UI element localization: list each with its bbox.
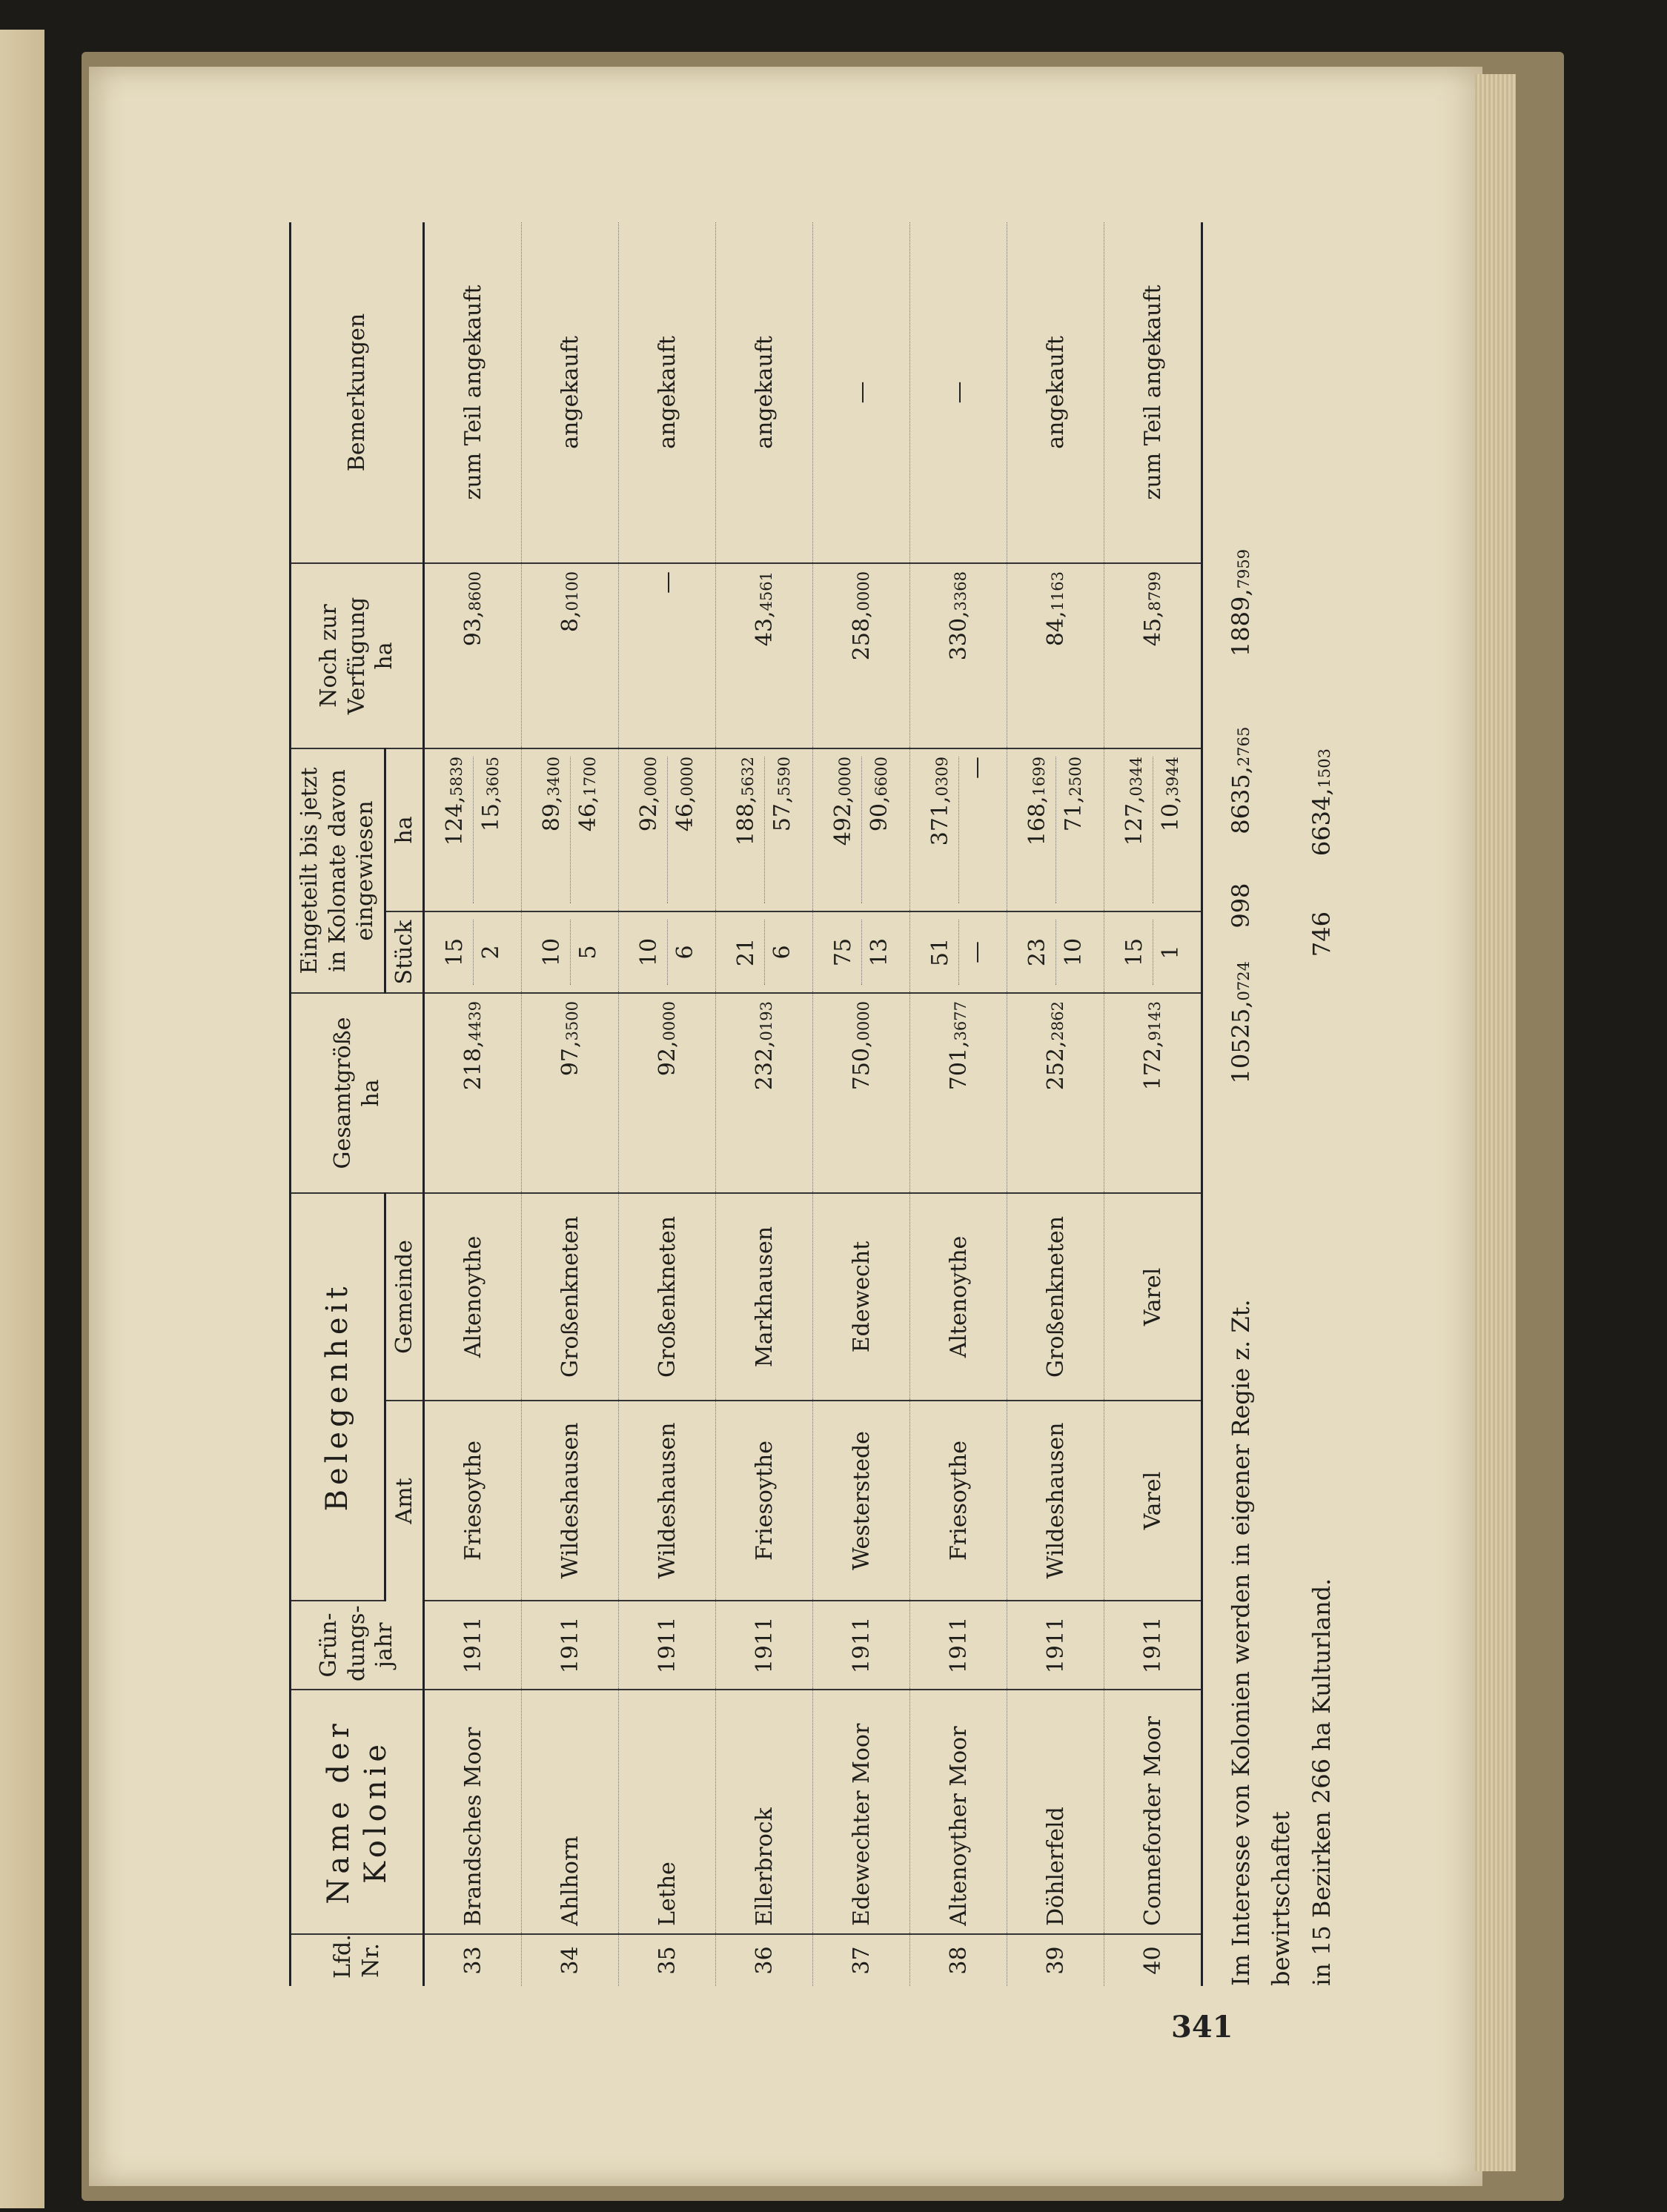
cell-nr: 40	[1104, 1934, 1202, 1986]
cell-count: 10 5	[522, 911, 619, 993]
cell-name: Brandsches Moor	[424, 1690, 522, 1934]
cell-total: 701,3677	[910, 993, 1007, 1193]
cell-remark: angekauft	[716, 222, 813, 563]
cell-year: 1911	[522, 1601, 619, 1690]
cell-remark: angekauft	[1007, 222, 1104, 563]
cell-year: 1911	[1007, 1601, 1104, 1690]
cell-remark: —	[813, 222, 910, 563]
cell-area: 89,3400 46,1700	[522, 748, 619, 911]
rotated-table-area	[289, 222, 1364, 1986]
cell-count: 15 2	[424, 911, 522, 993]
footer-text-1: Im Interesse von Kolonien werden in eigener Regie z. Zt. bewirtschaftet	[1227, 1299, 1296, 1986]
cell-amt: Friesoythe	[910, 1401, 1007, 1601]
header-available: Noch zur Verfügung ha	[291, 563, 424, 748]
cell-area: 371,0309 —	[910, 748, 1007, 911]
cell-available: —	[619, 563, 716, 748]
cell-remark: zum Teil angekauft	[424, 222, 522, 563]
cell-count: 15 1	[1104, 911, 1202, 993]
cell-nr: 38	[910, 1934, 1007, 1986]
cell-gemeinde: Varel	[1104, 1193, 1202, 1401]
table-row	[716, 222, 813, 1986]
cell-year: 1911	[1104, 1601, 1202, 1690]
header-name: Name der Kolonie	[291, 1690, 424, 1934]
cell-remark: angekauft	[619, 222, 716, 563]
cell-available: 258,0000	[813, 563, 910, 748]
cell-gemeinde: Großenkneten	[1007, 1193, 1104, 1401]
table-row	[424, 222, 522, 1986]
table-row	[1104, 222, 1202, 1986]
cell-name: Döhlerfeld	[1007, 1690, 1104, 1934]
cell-total: 97,3500	[522, 993, 619, 1193]
footer-count-1: 998	[1227, 883, 1255, 929]
cell-remark: zum Teil angekauft	[1104, 222, 1202, 563]
cell-amt: Wildeshausen	[522, 1401, 619, 1601]
cell-gemeinde: Großenkneten	[522, 1193, 619, 1401]
cell-area: 168,1699 71,2500	[1007, 748, 1104, 911]
header-location: Belegenheit	[291, 1193, 385, 1601]
cell-area: 92,0000 46,0000	[619, 748, 716, 911]
cell-total: 232,0193	[716, 993, 813, 1193]
cell-nr: 36	[716, 1934, 813, 1986]
cell-name: Conneforder Moor	[1104, 1690, 1202, 1934]
cell-gemeinde: Edewecht	[813, 1193, 910, 1401]
cell-count: 21 6	[716, 911, 813, 993]
cell-total: 252,2862	[1007, 993, 1104, 1193]
cell-nr: 35	[619, 1934, 716, 1986]
cell-amt: Friesoythe	[424, 1401, 522, 1601]
cell-remark: —	[910, 222, 1007, 563]
cell-total: 172,9143	[1104, 993, 1202, 1193]
table-row	[813, 222, 910, 1986]
cell-amt: Wildeshausen	[1007, 1401, 1104, 1601]
cell-available: 93,8600	[424, 563, 522, 748]
footer-available: 1889,7959	[1227, 549, 1255, 657]
header-total: Gesamtgröße ha	[291, 993, 424, 1193]
table-row	[910, 222, 1007, 1986]
header-assigned-area: ha	[385, 748, 424, 911]
cell-area: 492,0000 90,6600	[813, 748, 910, 911]
header-assigned-count: Stück	[385, 911, 424, 993]
cell-total: 218,4439	[424, 993, 522, 1193]
header-gemeinde: Gemeinde	[385, 1193, 424, 1401]
cell-area: 127,0344 10,3944	[1104, 748, 1202, 911]
cell-gemeinde: Markhausen	[716, 1193, 813, 1401]
cell-year: 1911	[813, 1601, 910, 1690]
cell-amt: Friesoythe	[716, 1401, 813, 1601]
cell-gemeinde: Großenkneten	[619, 1193, 716, 1401]
footer-count-2: 746	[1307, 911, 1336, 957]
footer-text-2: in 15 Bezirken 266 ha Kulturland.	[1307, 1578, 1336, 1986]
cell-amt: Westerstede	[813, 1401, 910, 1601]
footer-total: 10525,0724	[1227, 961, 1255, 1084]
cell-gemeinde: Altenoythe	[424, 1193, 522, 1401]
cell-name: Lethe	[619, 1690, 716, 1934]
cell-count: 10 6	[619, 911, 716, 993]
table-footer	[1221, 222, 1342, 1986]
cell-year: 1911	[619, 1601, 716, 1690]
cell-gemeinde: Altenoythe	[910, 1193, 1007, 1401]
cell-total: 92,0000	[619, 993, 716, 1193]
cell-available: 8,0100	[522, 563, 619, 748]
cell-amt: Varel	[1104, 1401, 1202, 1601]
cell-name: Ellerbrock	[716, 1690, 813, 1934]
cell-nr: 37	[813, 1934, 910, 1986]
cell-available: 43,4561	[716, 563, 813, 748]
table-body	[424, 222, 1202, 1986]
cell-nr: 34	[522, 1934, 619, 1986]
cell-name: Edewechter Moor	[813, 1690, 910, 1934]
footer-area-1: 8635,2765	[1227, 726, 1255, 834]
cell-area: 124,5839 15,3605	[424, 748, 522, 911]
cell-year: 1911	[716, 1601, 813, 1690]
cell-name: Ahlhorn	[522, 1690, 619, 1934]
cell-year: 1911	[910, 1601, 1007, 1690]
cell-remark: angekauft	[522, 222, 619, 563]
cell-available: 45,8799	[1104, 563, 1202, 748]
colony-table	[289, 222, 1203, 1986]
header-assigned: Eingeteilt bis jetzt in Kolonate davon eingewiesen	[291, 748, 385, 993]
cell-count: 75 13	[813, 911, 910, 993]
footer-area-2: 6634,1503	[1307, 748, 1336, 857]
cell-count: 23 10	[1007, 911, 1104, 993]
cell-area: 188,5632 57,5590	[716, 748, 813, 911]
header-year: Grün-dungs-jahr	[291, 1601, 424, 1690]
cell-nr: 39	[1007, 1934, 1104, 1986]
table-row	[522, 222, 619, 1986]
header-amt: Amt	[385, 1401, 424, 1601]
cell-count: 51 —	[910, 911, 1007, 993]
table-row	[619, 222, 716, 1986]
cell-total: 750,0000	[813, 993, 910, 1193]
page-number: 341	[1171, 2010, 1233, 2045]
cell-year: 1911	[424, 1601, 522, 1690]
cell-available: 330,3368	[910, 563, 1007, 748]
header-remarks: Bemerkungen	[291, 222, 424, 563]
header-nr: Lfd. Nr.	[291, 1934, 424, 1986]
left-page-edge	[0, 30, 44, 2208]
cell-available: 84,1163	[1007, 563, 1104, 748]
cell-nr: 33	[424, 1934, 522, 1986]
table-row	[1007, 222, 1104, 1986]
cell-amt: Wildeshausen	[619, 1401, 716, 1601]
cell-name: Altenoyther Moor	[910, 1690, 1007, 1934]
page-edges	[1475, 74, 1516, 2171]
